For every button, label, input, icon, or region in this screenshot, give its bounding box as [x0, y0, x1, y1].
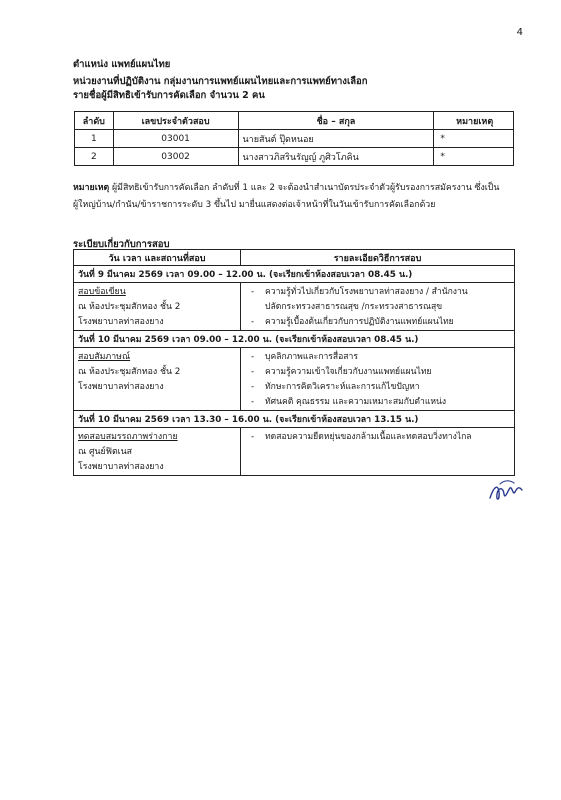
session-datetime: วันที่ 10 มีนาคม 2569 เวลา 09.00 – 12.00 น. (จะเรียกเข้าห้องสอบเวลา 08.45 น.) — [74, 331, 515, 348]
session-details — [241, 283, 515, 331]
column-header: หมายเหตุ — [434, 112, 514, 130]
session-place: โรงพยาบาลท่าสองยาง — [78, 317, 164, 327]
session-row — [74, 283, 515, 331]
row-number: 1 — [75, 130, 114, 148]
session-day-row — [74, 331, 515, 348]
candidate-name: นายสันต์ ปุ๊ดหนอย — [238, 130, 434, 148]
candidate-table — [74, 111, 514, 166]
detail-item-continued: ปลัดกระทรวงสาธารณสุข /กระทรวงสาธารณสุข — [265, 302, 443, 312]
schedule-header-row — [74, 250, 515, 266]
schedule-table — [73, 249, 515, 476]
remark-text: ผู้มีสิทธิเข้ารับการคัดเลือก ลำดับที่ 1 และ 2 จะต้องนำสำเนาบัตรประจำตัวผู้รับรองการสมัครงาน ซึ่งเป็นผู้ใหญ่บ้าน/กำนัน/ข้าราชการระดับ 3 ขึ้นไป มายื่นแสดงต่อเจ้าหน้าที่ในวันเข้ารับการคัดเลือกด้วย — [73, 183, 500, 210]
session-room: ณ ศูนย์ฟิตเนส — [78, 447, 133, 457]
column-header: ชื่อ – สกุล — [238, 112, 434, 130]
session-datetime: วันที่ 10 มีนาคม 2569 เวลา 13.30 – 16.00 น. (จะเรียกเข้าห้องสอบเวลา 13.15 น.) — [74, 411, 515, 428]
table-row — [75, 148, 514, 166]
session-details — [241, 428, 515, 476]
session-topic: สอบข้อเขียน — [78, 287, 126, 297]
detail-item: - ทักษะการคิดวิเคราะห์และการแก้ไขปัญหา — [265, 380, 510, 395]
session-day-row — [74, 411, 515, 428]
detail-item: - บุคลิกภาพและการสื่อสาร — [265, 350, 510, 365]
session-room: ณ ห้องประชุมสักทอง ชั้น 2 — [78, 367, 181, 377]
session-location — [74, 283, 241, 331]
column-header: เลขประจำตัวสอบ — [113, 112, 238, 130]
session-topic: ทดสอบสมรรถภาพร่างกาย — [78, 432, 178, 442]
detail-item: - ความรู้ทั่วไปเกี่ยวกับโรงพยาบาลท่าสองยาง / สำนักงาน — [265, 285, 510, 300]
detail-item: - ความรู้ความเข้าใจเกี่ยวกับงานแพทย์แผนไทย — [265, 365, 510, 380]
candidate-note: * — [434, 130, 514, 148]
document-header — [73, 58, 513, 103]
table-row — [75, 130, 514, 148]
session-day-row — [74, 266, 515, 283]
session-details — [241, 348, 515, 411]
signature — [486, 476, 526, 508]
table-header-row — [75, 112, 514, 130]
session-place: โรงพยาบาลท่าสองยาง — [78, 462, 164, 472]
position-title: ตำแหน่ง แพทย์แผนไทย — [73, 59, 171, 70]
exam-id: 03001 — [113, 130, 238, 148]
session-location — [74, 428, 241, 476]
detail-item: - ความรู้เบื้องต้นเกี่ยวกับการปฏิบัติงานแพทย์แผนไทย — [265, 315, 510, 330]
candidate-note: * — [434, 148, 514, 166]
detail-item: - ทัศนคติ คุณธรรม และความเหมาะสมกับตำแหน่ง — [265, 395, 510, 410]
session-room: ณ ห้องประชุมสักทอง ชั้น 2 — [78, 302, 181, 312]
column-header: วัน เวลา และสถานที่สอบ — [74, 250, 241, 266]
session-location — [74, 348, 241, 411]
column-header: ลำดับ — [75, 112, 114, 130]
exam-id: 03002 — [113, 148, 238, 166]
column-header: รายละเอียดวิธีการสอบ — [241, 250, 515, 266]
session-place: โรงพยาบาลท่าสองยาง — [78, 382, 164, 392]
session-row — [74, 428, 515, 476]
remark-paragraph — [73, 180, 518, 214]
remark-label: หมายเหตุ — [73, 183, 110, 193]
row-number: 2 — [75, 148, 114, 166]
candidate-name: นางสาวภิสรินรัญญ์ ภูศิวโภคิน — [238, 148, 434, 166]
schedule-title: ระเบียบเกี่ยวกับการสอบ — [73, 239, 170, 250]
page-number: 4 — [516, 27, 523, 38]
session-row — [74, 348, 515, 411]
detail-item: - ทดสอบความยืดหยุ่นของกล้ามเนื้อและทดสอบวิ่งทางไกล — [265, 430, 510, 445]
session-topic: สอบสัมภาษณ์ — [78, 352, 131, 362]
candidate-list-title: รายชื่อผู้มีสิทธิเข้ารับการคัดเลือก จำนวน 2 คน — [73, 90, 265, 101]
session-datetime: วันที่ 9 มีนาคม 2569 เวลา 09.00 – 12.00 น. (จะเรียกเข้าห้องสอบเวลา 08.45 น.) — [74, 266, 515, 283]
work-unit: หน่วยงานที่ปฏิบัติงาน กลุ่มงานการแพทย์แผนไทยและการแพทย์ทางเลือก — [73, 76, 368, 87]
